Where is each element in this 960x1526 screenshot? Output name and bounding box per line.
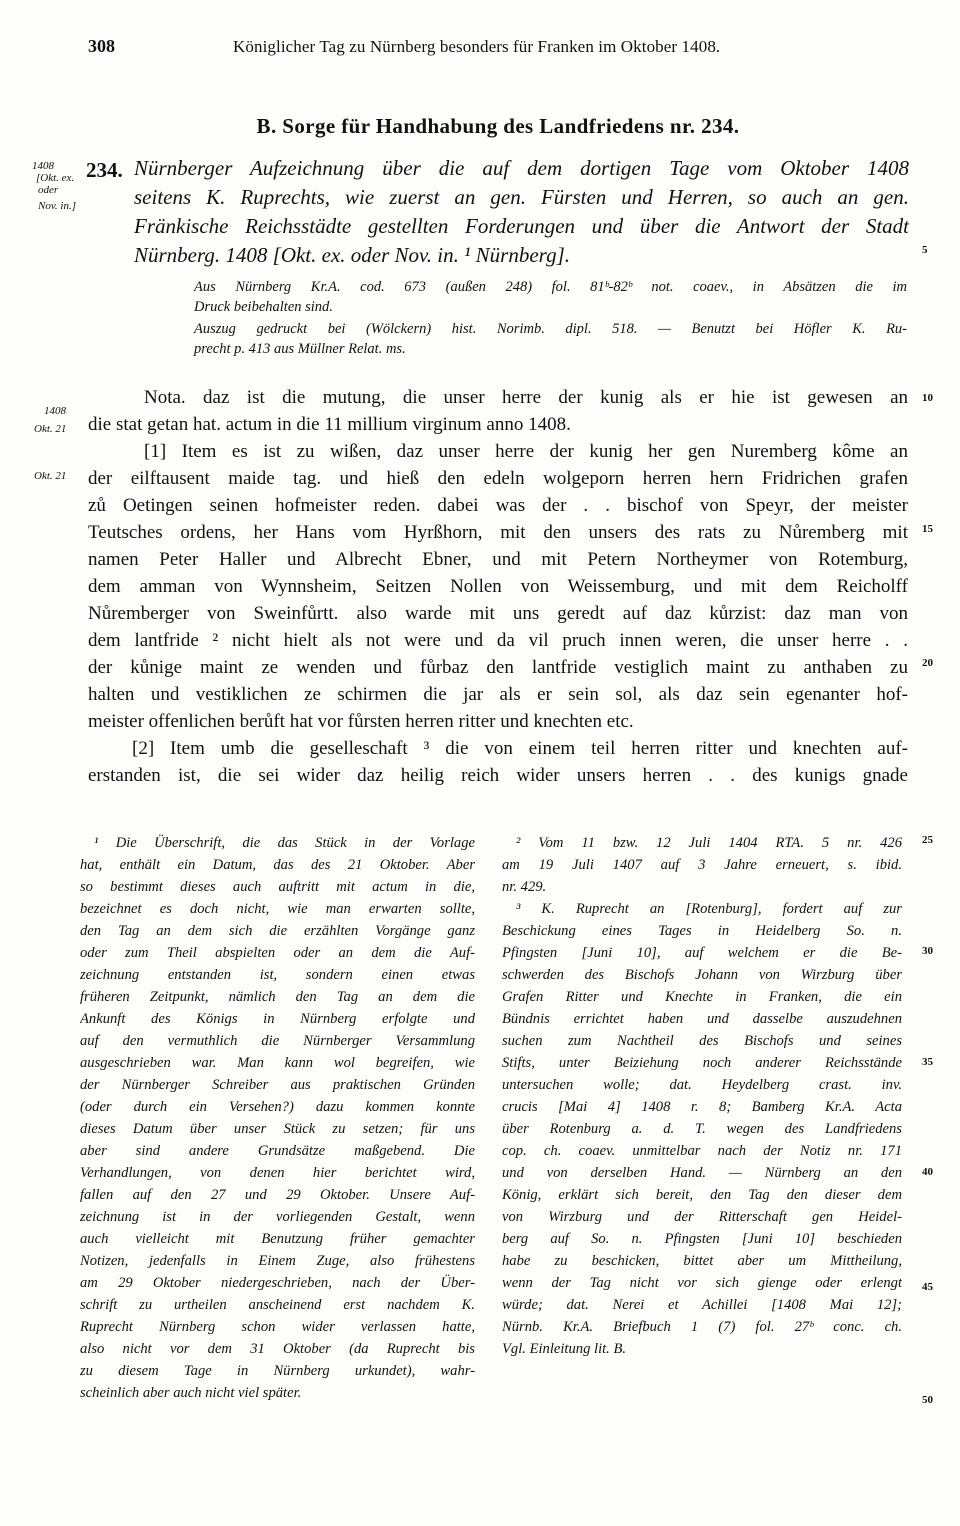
- footnote-line: also nicht vor dem 31 Oktober (da Ruprecht bis: [80, 1341, 475, 1357]
- margin-date-line: [Okt. ex.: [36, 172, 75, 184]
- line-number: 40: [922, 1166, 933, 1178]
- footnote-line: und von derselben Hand. — Nürnberg an den: [502, 1165, 902, 1181]
- footnote-line: zu diesem Tage in Nürnberg urkundet), wahr-: [80, 1363, 475, 1379]
- footnote-line: oder zum Theil abspielten oder an dem die Auf-: [80, 945, 475, 961]
- running-title: Königlicher Tag zu Nürnberg besonders für Franken im Oktober 1408.: [233, 37, 721, 56]
- document-title-line: Fränkische Reichsstädte gestellten Forderungen und über die Antwort der Stadt: [134, 214, 909, 238]
- footnotes-right: [502, 832, 902, 1360]
- footnote-line: fallen auf den 27 und 29 Oktober. Unsere Auf-: [80, 1187, 475, 1203]
- margin-date-line: Okt. 21: [34, 423, 67, 435]
- footnote-line: hat, enthält ein Datum, das des 21 Oktober. Aber: [80, 857, 475, 873]
- margin-date-item1: [34, 470, 66, 482]
- footnote-line: Pfingsten [Juni 10], auf welchem er die Be-: [502, 945, 902, 961]
- footnote-line: Ruprecht Nürnberg schon wider verlassen hatte,: [80, 1319, 475, 1335]
- footnote-line: bezeichnet es doch nicht, wie man erwarten sollte,: [80, 901, 475, 917]
- footnote-line: schrift zu urtheilen anscheinend erst nachdem K.: [80, 1297, 475, 1313]
- footnote-line: cop. ch. coaev. unmittelbar nach der Notiz nr. 171: [502, 1143, 902, 1159]
- margin-date-line: oder: [38, 184, 59, 196]
- footnote-line: berg auf So. n. Pfingsten [Juni 10] beschieden: [502, 1231, 902, 1247]
- footnote-line: früheren Zeitpunkt, nämlich den Tag an dem die: [80, 989, 475, 1005]
- page-number: 308: [88, 36, 115, 56]
- footnote-line: aber sind andere Grundsätze maßgebend. Die: [80, 1143, 475, 1159]
- footnote-line: über Rotenburg a. d. T. wegen des Landfriedens: [502, 1121, 902, 1137]
- footnote-line: Bündnis errichtet haben und dasselbe auszudehnen: [502, 1011, 902, 1027]
- footnote-line: crucis [Mai 4] 1408 r. 8; Bamberg Kr.A. Acta: [502, 1099, 902, 1115]
- footnotes-left: [80, 832, 475, 1404]
- footnote-line: Notizen, jedenfalls in Einem Zuge, also frühestens: [80, 1253, 475, 1269]
- footnote-line: ¹ Die Überschrift, die das Stück in der Vorlage: [94, 835, 475, 851]
- document-title: [134, 154, 909, 270]
- body-line: dem lantfride ² nicht hielt als not were und da vil pruch innen weren, die unser herre . .: [88, 630, 908, 651]
- body-line: Nota. daz ist die mutung, die unser herre der kunig als er hie ist gewesen an: [144, 387, 908, 408]
- source-line: Druck beibehalten sind.: [194, 298, 333, 315]
- margin-date-actum: [34, 405, 66, 435]
- line-number: 25: [922, 834, 933, 846]
- line-number: 5: [922, 244, 928, 256]
- footnote-line: auf den vermuthlich die Nürnberger Versammlung: [80, 1033, 475, 1049]
- line-number: 10: [922, 392, 933, 404]
- footnote-line: nr. 429.: [502, 879, 547, 895]
- footnote-line: Beschickung eines Tages in Heidelberg So. n.: [502, 923, 902, 939]
- body-line: [1] Item es ist zu wißen, daz unser herre der kunig her gen Nuremberg kôme an: [144, 441, 908, 462]
- line-number: 45: [922, 1281, 933, 1293]
- footnote-line: am 29 Oktober niedergeschrieben, nach der Über-: [80, 1275, 475, 1291]
- footnote-line: würde; dat. Nerei et Achillei [1408 Mai 12];: [502, 1297, 902, 1313]
- footnote-line: König, erklärt sich bereit, den Tag den dieser dem: [502, 1187, 902, 1203]
- line-number: 30: [922, 945, 933, 957]
- footnote-line: der Nürnberger Schreiber aus praktischen Gründen: [80, 1077, 475, 1093]
- margin-date-line: Nov. in.]: [38, 200, 76, 212]
- footnote-line: suchen zum Nachtheil des Bischofs und seines: [502, 1033, 902, 1049]
- footnote-line: dieses Datum über unser Stück zu setzen; für uns: [80, 1121, 475, 1137]
- body-line: Teutsches ordens, her Hans vom Hyrßhorn, mit den unsers des rats zu Nůremberg mit: [88, 522, 908, 543]
- line-number: 35: [922, 1056, 933, 1068]
- footnote-line: habe zu beschicken, bittet aber um Mittheilung,: [502, 1253, 902, 1269]
- footnote-line: Verhandlungen, von denen hier berichtet wird,: [80, 1165, 475, 1181]
- footnote-line: Grafen Ritter und Knechte in Franken, die ein: [502, 989, 902, 1005]
- footnote-line: ausgeschrieben war. Man kann wol begreifen, wie: [80, 1055, 475, 1071]
- footnote-line: ³ K. Ruprecht an [Rotenburg], fordert auf zur: [516, 901, 902, 917]
- footnote-line: untersuchen wolle; dat. Heydelberg crast. inv.: [502, 1077, 902, 1093]
- footnote-line: schwerden des Bischofs Johann von Wirzburg über: [502, 967, 902, 983]
- footnote-line: Nürnb. Kr.A. Briefbuch 1 (7) fol. 27ᵇ conc. ch.: [502, 1319, 902, 1335]
- margin-date-line: Okt. 21: [34, 470, 67, 482]
- footnote-line: wenn der Tag nicht vor sich gienge oder erlengt: [502, 1275, 902, 1291]
- document-number: 234.: [86, 158, 123, 182]
- source-note: [194, 278, 907, 359]
- body-line: der eilftausent maide tag. und hieß den edeln wolgeporn herren hern Fridrichen grafen: [88, 468, 908, 489]
- footnote-line: ² Vom 11 bzw. 12 Juli 1404 RTA. 5 nr. 426: [516, 835, 902, 851]
- document-body: [88, 384, 908, 789]
- body-line: dem amman von Wynnsheim, Seitzen Nollen von Weissemburg, und mit dem Reicholff: [88, 576, 908, 597]
- body-line: die stat getan hat. actum in die 11 millium virginum anno 1408.: [88, 414, 571, 435]
- document-title-line: Nürnberger Aufzeichnung über die auf dem dortigen Tage vom Oktober 1408: [134, 156, 909, 180]
- margin-date-line: 1408: [32, 160, 54, 172]
- body-line: Nůremberger von Sweinfůrtt. also warde mit uns geredt auf daz kůrzist: daz man von: [88, 603, 908, 624]
- footnote-line: scheinlich aber auch nicht viel später.: [80, 1385, 302, 1401]
- running-head: [88, 36, 908, 60]
- line-number: 15: [922, 523, 933, 535]
- body-line: der kůnige maint ze wenden und fůrbaz den lantfride vestiglich maint zu anthaben zu: [88, 657, 908, 678]
- source-line: precht p. 413 aus Müllner Relat. ms.: [194, 340, 406, 357]
- body-line: halten und vestiklichen ze schirmen die jar als er sein sol, als daz sein egenanter hof-: [88, 684, 908, 705]
- footnote-line: auch vielleicht mit Benutzung früher gemachter: [80, 1231, 475, 1247]
- footnote-line: den Tag an dem sich die erzählten Vorgänge ganz: [80, 923, 475, 939]
- footnote-line: Stifts, unter Beiziehung noch anderer Reichsstände: [502, 1055, 902, 1071]
- margin-date-header: [28, 160, 76, 212]
- footnote-line: am 19 Juli 1407 auf 3 Jahre erneuert, s. ibid.: [502, 857, 902, 873]
- body-line: zů Oetingen seinen hofmeister reden. dabei was der . . bischof von Speyr, der meister: [88, 495, 908, 516]
- body-line: [2] Item umb die geselleschaft ³ die von einem teil herren ritter und knechten auf-: [132, 738, 908, 759]
- document-title-line: Nürnberg. 1408 [Okt. ex. oder Nov. in. ¹ Nürnberg].: [134, 243, 570, 267]
- document-title-line: seitens K. Ruprechts, wie zuerst an gen. Fürsten und Herren, so auch an gen.: [134, 185, 909, 209]
- footnote-line: zeichnung entstanden ist, sondern einen etwas: [80, 967, 475, 983]
- footnote-line: von Wirzburg und der Ritterschaft gen Heidel-: [502, 1209, 902, 1225]
- source-line: Aus Nürnberg Kr.A. cod. 673 (außen 248) fol. 81ᵇ-82ᵇ not. coaev., in Absätzen die im: [194, 279, 907, 295]
- line-number: 50: [922, 1394, 933, 1406]
- line-number: 20: [922, 657, 933, 669]
- section-heading: B. Sorge für Handhabung des Landfriedens nr. 234.: [256, 114, 740, 138]
- body-line: namen Peter Haller und Albrecht Ebner, und mit Petern Northeymer von Rotemburg,: [88, 549, 908, 570]
- body-line: erstanden ist, die sei wider daz heilig reich wider unsers herren . . des kunigs gnade: [88, 765, 908, 786]
- footnote-line: zeichnung ist in der vorliegenden Gestalt, wenn: [80, 1209, 475, 1225]
- margin-date-line: 1408: [44, 405, 66, 417]
- body-line: meister offenlichen berůft hat vor fůrsten herren ritter und knechten etc.: [88, 711, 634, 732]
- source-line: Auszug gedruckt bei (Wölckern) hist. Norimb. dipl. 518. — Benutzt bei Höfler K. Ru-: [194, 321, 907, 337]
- footnote-line: (oder durch ein Versehen?) dazu kommen konnte: [80, 1099, 475, 1115]
- footnote-line: so bestimmt dieses auch auftritt mit actum in die,: [80, 879, 475, 895]
- footnote-line: Vgl. Einleitung lit. B.: [502, 1341, 627, 1357]
- footnote-line: Ankunft des Königs in Nürnberg erfolgte und: [80, 1011, 475, 1027]
